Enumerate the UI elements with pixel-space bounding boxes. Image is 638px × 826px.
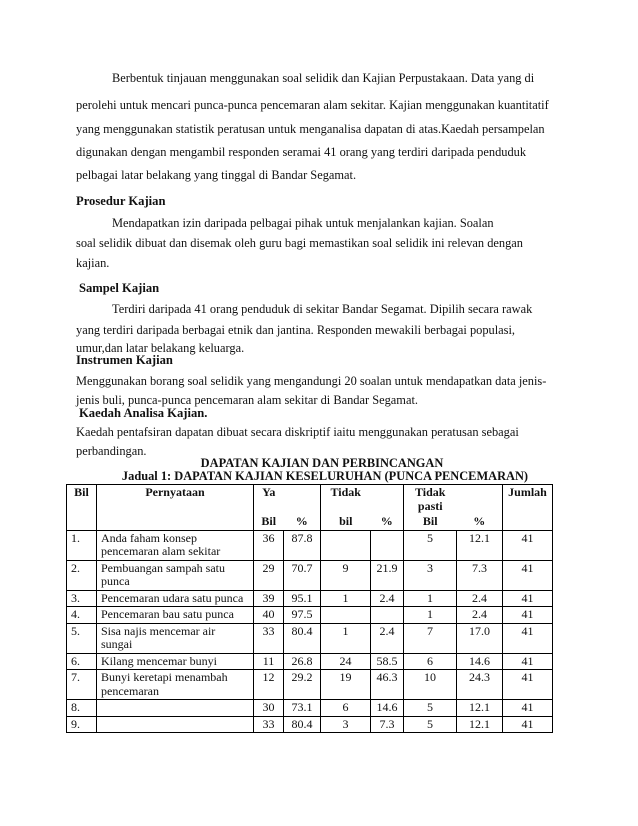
row-tidak-pct [371,530,404,560]
row-jumlah: 41 [503,653,553,670]
subheader-ya-pct: % [284,514,321,530]
row-jumlah: 41 [503,607,553,624]
row-jumlah: 41 [503,530,553,560]
row-tp-pct: 12.1 [457,530,503,560]
kaedah-line-2: perbandingan. [76,444,147,458]
row-tidak-pct [371,607,404,624]
table-row [67,607,553,624]
row-tp-pct: 14.6 [457,653,503,670]
row-tidak-bil: 3 [321,716,371,733]
row-ya-pct: 80.4 [284,716,321,733]
row-ya-bil: 11 [254,653,284,670]
row-tp-pct: 2.4 [457,607,503,624]
row-ya-bil: 40 [254,607,284,624]
instrumen-heading: Instrumen Kajian [76,353,173,367]
intro-line-4: digunakan dengan mengambil responden seramai 41 orang yang terdiri daripada penduduk [76,145,527,159]
row-tidak-bil: 9 [321,560,371,590]
row-ya-bil: 39 [254,590,284,607]
row-tp-pct: 12.1 [457,700,503,717]
row-statement: Pembuangan sampah satu punca [97,560,254,590]
table-row [67,700,553,717]
row-ya-bil: 12 [254,670,284,700]
prosedur-line-3: kajian. [76,256,110,270]
row-tidak-pct: 7.3 [371,716,404,733]
header-bil: Bil [67,485,97,515]
row-statement [97,700,254,717]
table-row [67,716,553,733]
results-table [66,484,553,733]
row-tidak-pct: 58.5 [371,653,404,670]
row-tp-bil: 5 [404,530,457,560]
table-title: Jadual 1: DAPATAN KAJIAN KESELURUHAN (PUNCA PENCEMARAN) [121,469,529,483]
sampel-heading: Sampel Kajian [79,281,160,295]
row-tp-bil: 10 [404,670,457,700]
intro-line-1: Berbentuk tinjauan menggunakan soal selidik dan Kajian Perpustakaan. Data yang di [112,71,535,85]
row-tidak-bil: 24 [321,653,371,670]
row-tidak-bil: 1 [321,623,371,653]
instrumen-line-2: jenis buli, punca-punca pencemaran alam sekitar di Bandar Segamat. [76,393,418,407]
row-tidak-bil [321,530,371,560]
row-number: 5. [67,623,97,653]
row-tidak-bil: 1 [321,590,371,607]
row-tp-bil: 5 [404,700,457,717]
subheader-tp-pct: % [457,514,503,530]
intro-line-5: pelbagai latar belakang yang tinggal di Bandar Segamat. [76,168,357,182]
row-tp-bil: 5 [404,716,457,733]
row-tp-bil: 7 [404,623,457,653]
table-row [67,653,553,670]
sampel-line-1: Terdiri daripada 41 orang penduduk di sekitar Bandar Segamat. Dipilih secara rawak [112,302,533,316]
table-row [67,530,553,560]
section-title: DAPATAN KAJIAN DAN PERBINCANGAN [200,456,444,470]
row-tidak-bil: 6 [321,700,371,717]
table-row [67,590,553,607]
row-ya-pct: 80.4 [284,623,321,653]
row-tidak-pct: 14.6 [371,700,404,717]
row-jumlah: 41 [503,623,553,653]
row-jumlah: 41 [503,700,553,717]
row-ya-pct: 73.1 [284,700,321,717]
instrumen-line-1: Menggunakan borang soal selidik yang mengandungi 20 soalan untuk mendapatkan data jenis- [76,374,547,388]
prosedur-line-1: Mendapatkan izin daripada pelbagai pihak untuk menjalankan kajian. Soalan [112,216,494,230]
row-number: 9. [67,716,97,733]
subheader-tidak-bil: bil [321,514,371,530]
row-ya-pct: 95.1 [284,590,321,607]
row-ya-bil: 30 [254,700,284,717]
table-subheader-row [67,514,553,530]
row-ya-pct: 29.2 [284,670,321,700]
header-pernyataan: Pernyataan [97,485,254,515]
row-number: 7. [67,670,97,700]
row-jumlah: 41 [503,670,553,700]
row-tp-pct: 7.3 [457,560,503,590]
row-tidak-bil: 19 [321,670,371,700]
row-ya-pct: 87.8 [284,530,321,560]
row-tidak-pct: 2.4 [371,623,404,653]
row-tidak-pct: 2.4 [371,590,404,607]
header-tidak: Tidak [321,485,371,515]
row-ya-pct: 97.5 [284,607,321,624]
row-statement: Pencemaran udara satu punca [97,590,254,607]
intro-line-2: perolehi untuk mencari punca-punca pencemaran alam sekitar. Kajian menggunakan kuantitatif [76,98,549,112]
row-statement: Pencemaran bau satu punca [97,607,254,624]
table-row [67,670,553,700]
subheader-ya-bil: Bil [254,514,284,530]
table-row [67,560,553,590]
row-tidak-bil [321,607,371,624]
table-row [67,623,553,653]
kaedah-heading: Kaedah Analisa Kajian. [79,406,208,420]
header-jumlah: Jumlah [503,485,553,515]
row-tp-bil: 1 [404,607,457,624]
prosedur-heading: Prosedur Kajian [76,194,166,208]
row-ya-bil: 33 [254,623,284,653]
row-number: 8. [67,700,97,717]
row-tidak-pct: 46.3 [371,670,404,700]
row-ya-bil: 36 [254,530,284,560]
prosedur-line-2: soal selidik dibuat dan disemak oleh guru bagi memastikan soal selidik ini relevan dengan [76,236,523,250]
row-ya-bil: 29 [254,560,284,590]
row-number: 1. [67,530,97,560]
kaedah-line-1: Kaedah pentafsiran dapatan dibuat secara diskriptif iaitu menggunakan peratusan sebagai [76,425,519,439]
row-tp-bil: 6 [404,653,457,670]
row-number: 6. [67,653,97,670]
row-ya-pct: 26.8 [284,653,321,670]
subheader-tidak-pct: % [371,514,404,530]
sampel-line-3: umur,dan latar belakang keluarga. [76,341,245,355]
row-number: 3. [67,590,97,607]
subheader-tp-bil: Bil [404,514,457,530]
row-tp-bil: 3 [404,560,457,590]
row-statement: Sisa najis mencemar air sungai [97,623,254,653]
header-ya: Ya [254,485,284,515]
row-tp-pct: 24.3 [457,670,503,700]
intro-line-3: yang menggunakan statistik peratusan untuk menganalisa dapatan di atas.Kaedah persampelan [76,122,545,136]
row-statement: Bunyi keretapi menambah pencemaran [97,670,254,700]
row-tp-pct: 17.0 [457,623,503,653]
row-tp-pct: 2.4 [457,590,503,607]
row-statement [97,716,254,733]
row-jumlah: 41 [503,716,553,733]
row-jumlah: 41 [503,560,553,590]
row-jumlah: 41 [503,590,553,607]
row-tp-bil: 1 [404,590,457,607]
row-ya-bil: 33 [254,716,284,733]
row-statement: Kilang mencemar bunyi [97,653,254,670]
header-tidak-pasti: Tidak pasti [404,485,457,515]
row-ya-pct: 70.7 [284,560,321,590]
row-number: 4. [67,607,97,624]
row-tp-pct: 12.1 [457,716,503,733]
row-tidak-pct: 21.9 [371,560,404,590]
row-number: 2. [67,560,97,590]
sampel-line-2: yang terdiri daripada berbagai etnik dan jantina. Responden mewakili berbagai populasi, [76,323,516,337]
table-header-row [67,485,553,515]
row-statement: Anda faham konsep pencemaran alam sekitar [97,530,254,560]
